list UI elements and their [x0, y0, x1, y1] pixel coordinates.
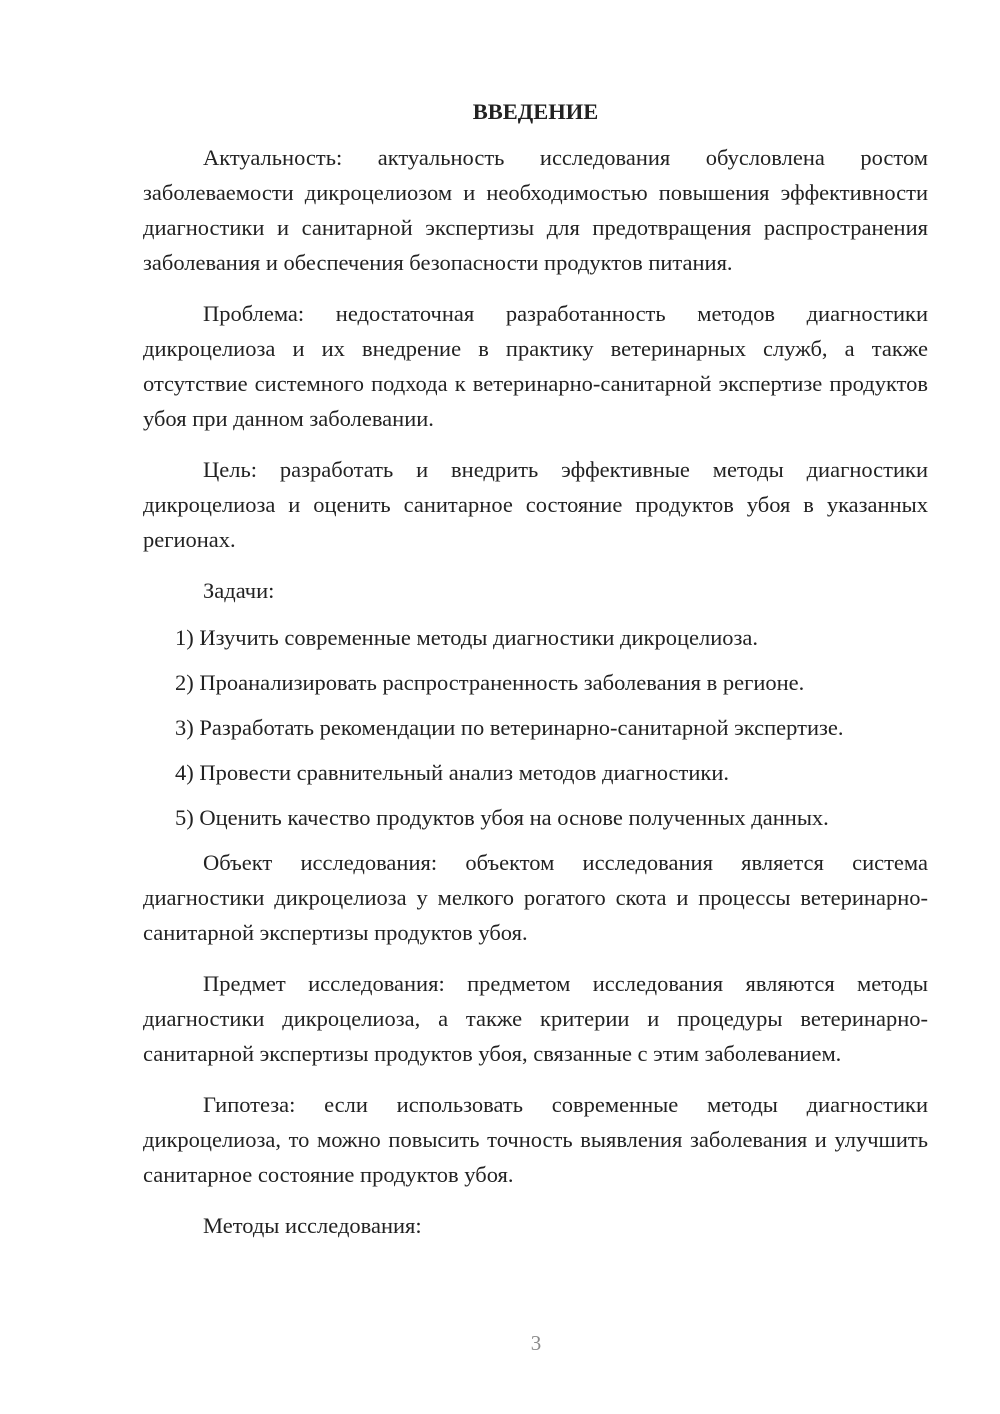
page-content: [143, 94, 928, 1259]
paragraph-hypothesis: Гипотеза: если использовать современные методы диагностики дикроцелиоза, то можно повысить точность выявления заболевания и улучшить санитарное состояние продуктов убоя.: [143, 1092, 928, 1187]
list-item: 5) Оценить качество продуктов убоя на основе полученных данных.: [175, 805, 829, 830]
tasks-list: [143, 620, 928, 835]
paragraph-object: Объект исследования: объектом исследования является система диагностики дикроцелиоза у мелкого рогатого скота и процессы ветеринарно-санитарной экспертизы продуктов убоя.: [143, 850, 928, 945]
methods-label: Методы исследования:: [203, 1213, 422, 1238]
paragraph-relevance: Актуальность: актуальность исследования обусловлена ростом заболеваемости дикроцелиозом и необходимостью повышения эффективности диагностики и санитарной экспертизы для предотвращения распространения заболевания и обеспечения безопасности продуктов питания.: [143, 145, 928, 275]
list-item: 4) Провести сравнительный анализ методов диагностики.: [175, 760, 730, 785]
paragraph-problem: Проблема: недостаточная разработанность методов диагностики дикроцелиоза и их внедрение в практику ветеринарных служб, а также отсутствие системного подхода к ветеринарно-санитарной экспертизе продуктов убоя при данном заболевании.: [143, 301, 928, 431]
list-item: 2) Проанализировать распространенность заболевания в регионе.: [175, 670, 805, 695]
section-heading: ВВЕДЕНИЕ: [472, 99, 599, 124]
page-number: 3: [530, 1331, 542, 1355]
paragraph-subject: Предмет исследования: предметом исследования являются методы диагностики дикроцелиоза, а также критерии и процедуры ветеринарно-санитарной экспертизы продуктов убоя, связанные с этим заболеванием.: [143, 971, 928, 1066]
tasks-label: Задачи:: [203, 578, 275, 603]
list-item: 1) Изучить современные методы диагностики дикроцелиоза.: [175, 625, 759, 650]
list-item: 3) Разработать рекомендации по ветеринарно-санитарной экспертизе.: [175, 715, 844, 740]
paragraph-goal: Цель: разработать и внедрить эффективные методы диагностики дикроцелиоза и оценить санитарное состояние продуктов убоя в указанных регионах.: [143, 457, 928, 552]
